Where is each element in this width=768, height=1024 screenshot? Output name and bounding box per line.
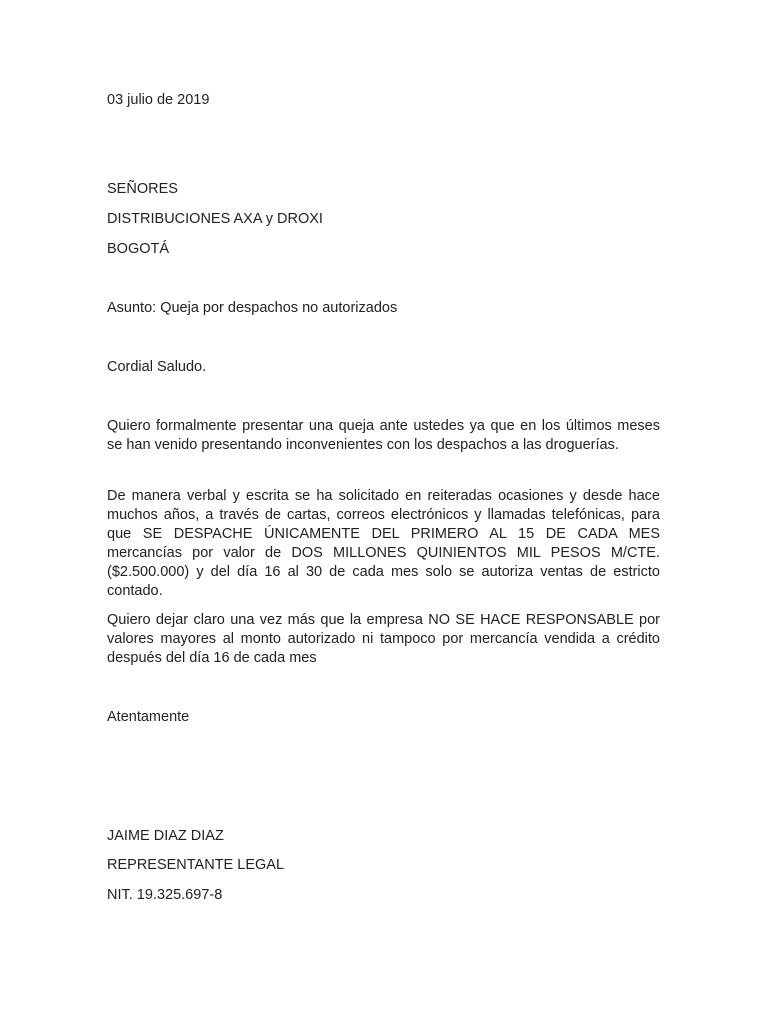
letter-closing: Atentamente — [107, 709, 190, 725]
letter-date: 03 julio de 2019 — [107, 92, 210, 108]
signature-nit: NIT. 19.325.697-8 — [107, 887, 223, 903]
body-paragraph-3: Quiero dejar claro una vez más que la empresa NO SE HACE RESPONSABLE por valores mayores al monto autorizado ni tampoco por mercancía vendida a crédito después del día 16 de cada mes — [107, 612, 660, 666]
letter-greeting: Cordial Saludo. — [107, 359, 207, 375]
body-paragraph-2: De manera verbal y escrita se ha solicitado en reiteradas ocasiones y desde hace muchos años, a través de cartas, correos electrónicos y llamadas telefónicas, para que SE DESPACHE ÚNICAMENTE DEL PRIMERO AL 15 DE CADA MES mercancías por valor de DOS MILLONES QUINIENTOS MIL PESOS M/CTE. ($2.500.000) y del día 16 al 30 de cada mes solo se autoriza ventas de estricto contado. — [107, 488, 660, 599]
body-paragraph-1: Quiero formalmente presentar una queja ante ustedes ya que en los últimos meses se han venido presentando inconvenientes con los despachos a las droguerías. — [107, 418, 660, 453]
recipient-line-3: BOGOTÁ — [107, 241, 170, 257]
letter-subject: Asunto: Queja por despachos no autorizados — [107, 300, 398, 316]
signature-title: REPRESENTANTE LEGAL — [107, 857, 285, 873]
recipient-line-1: SEÑORES — [107, 181, 178, 197]
signature-name: JAIME DIAZ DIAZ — [107, 828, 224, 844]
recipient-line-2: DISTRIBUCIONES AXA y DROXI — [107, 211, 323, 227]
